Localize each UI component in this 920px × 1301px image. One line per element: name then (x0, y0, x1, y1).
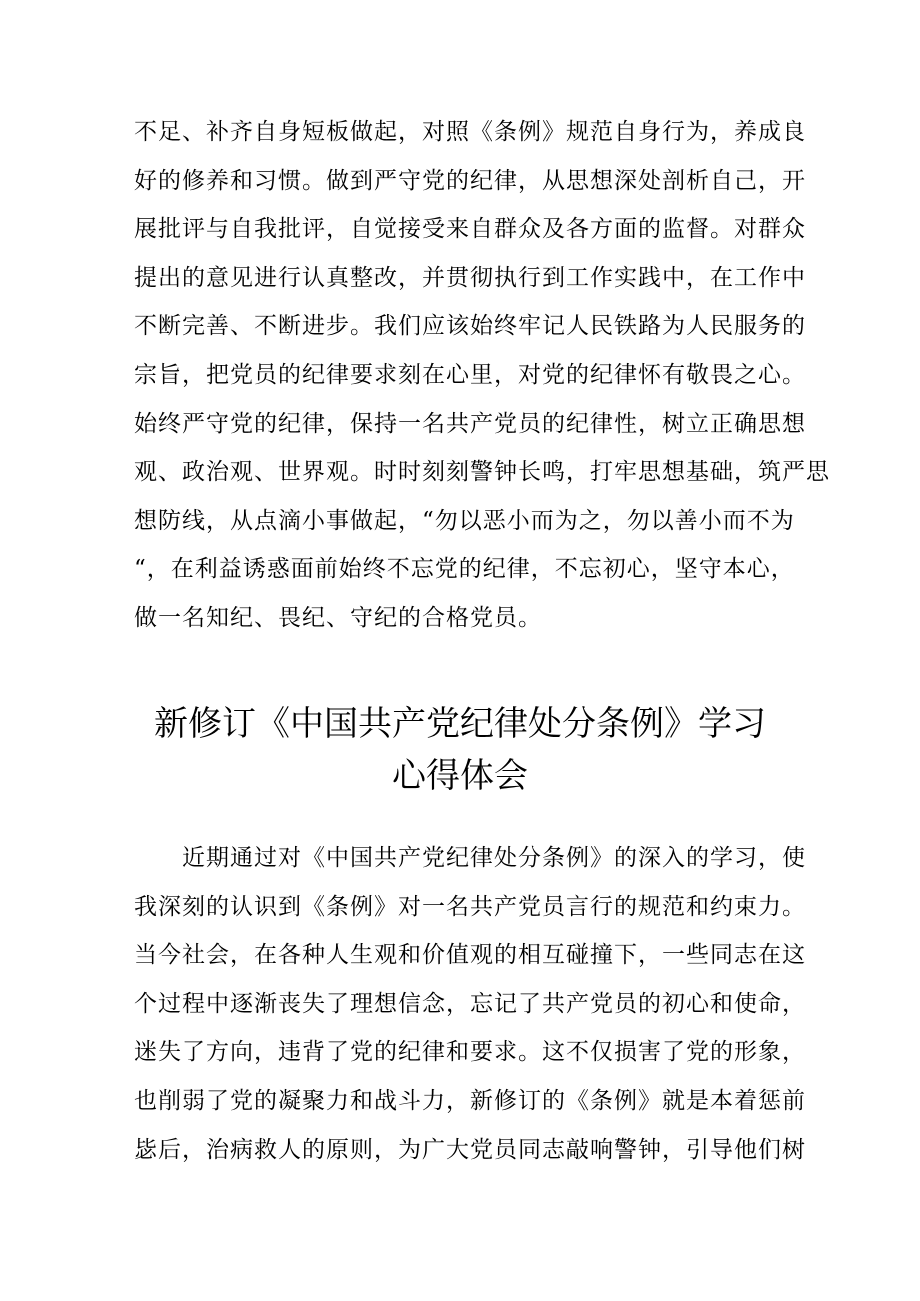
paragraph-2 (134, 834, 806, 1174)
paragraph-line: 也削弱了党的凝聚力和战斗力，新修订的《条例》就是本着惩前 (134, 1087, 806, 1114)
title-line-2: 心得体会 (392, 756, 528, 796)
paragraph-line: 不断完善、不断进步。我们应该始终牢记人民铁路为人民服务的 (134, 313, 806, 340)
paragraph-line: 当今社会，在各种人生观和价值观的相互碰撞下，一些同志在这 (134, 942, 806, 969)
paragraph-line: 不足、补齐自身短板做起，对照《条例》规范自身行为，养成良 (134, 119, 806, 145)
paragraph-line: 迷失了方向，违背了党的纪律和要求。这不仅损害了党的形象， (134, 1039, 806, 1066)
paragraph-line: 始终严守党的纪律，保持一名共产党员的纪律性，树立正确思想 (134, 410, 806, 437)
paragraph-line: 好的修养和习惯。做到严守党的纪律，从思想深处剖析自己，开 (134, 167, 806, 194)
paragraph-line: “，在利益诱惑面前始终不忘党的纪律，不忘初心，坚守本心， (134, 556, 795, 583)
paragraph-line: 个过程中逐渐丧失了理想信念，忘记了共产党员的初心和使命， (134, 990, 806, 1017)
paragraph-line: 想防线，从点滴小事做起，“勿以恶小而为之，勿以善小而不为 (134, 507, 795, 534)
paragraph-line: 提出的意见进行认真整改，并贯彻执行到工作实践中，在工作中 (134, 264, 806, 291)
paragraph-line: 我深刻的认识到《条例》对一名共产党员言行的规范和约束力。 (134, 893, 806, 920)
paragraph-line: 毖后，治病救人的原则，为广大党员同志敲响警钟，引导他们树 (134, 1136, 806, 1163)
paragraph-line: 宗旨，把党员的纪律要求刻在心里，对党的纪律怀有敬畏之心。 (134, 361, 806, 388)
title-line-1: 新修订《中国共产党纪律处分条例》学习 (154, 704, 766, 744)
document-title (0, 698, 920, 802)
paragraph-line: 观、政治观、世界观。时时刻刻警钟长鸣，打牢思想基础，筑严思 (134, 459, 830, 486)
paragraph-line: 近期通过对《中国共产党纪律处分条例》的深入的学习，使 (134, 845, 806, 871)
paragraph-1 (134, 108, 830, 643)
paragraph-line: 展批评与自我批评，自觉接受来自群众及各方面的监督。对群众 (134, 216, 806, 243)
paragraph-line: 做一名知纪、畏纪、守纪的合格党员。 (134, 604, 542, 631)
